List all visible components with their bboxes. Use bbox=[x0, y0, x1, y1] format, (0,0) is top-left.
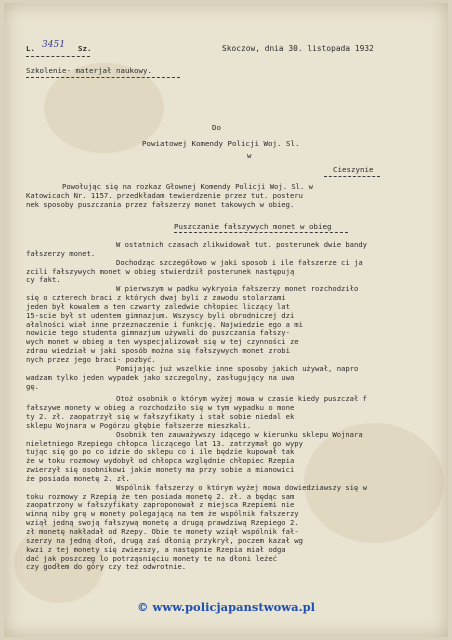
body-line: W pierwszym w padku wykryoia fałszerzy monet rozchodziło bbox=[116, 284, 359, 294]
body-line: wadzam tylko jeden wypadek jako szczegolny, zasługujący na uwa bbox=[26, 372, 295, 382]
body-line: że posiada monetę 2. zł. bbox=[26, 473, 130, 483]
body-line: fałszywe monety w obieg a rozchodziło się w tym wypadku o mone bbox=[26, 403, 295, 413]
body-line: Wspólnik fałszerzy o którym wyżej mowa dowiedziawszy się w bbox=[116, 482, 367, 492]
body-line: zaopatrzony w fałszyfikaty zaproponował z miejsca Rzepiemi nie bbox=[26, 500, 295, 510]
body-line: nych przez jego braci- pozbyć. bbox=[26, 354, 156, 364]
intro-line: Powołując się na rozkaz Głownej Komendy Policji Woj. Sl. w bbox=[62, 182, 313, 191]
body-line: zdrau wiedział w jaki sposób można się fałszywych monet zrobi bbox=[26, 346, 290, 356]
reference-suffix: Sz. bbox=[78, 44, 92, 53]
body-line: wych monet w obieg a ten wyspecjalizował się w tej czynności ze bbox=[26, 337, 299, 347]
addressee-w: w bbox=[247, 151, 252, 160]
body-line: tując się go po co idzie do sklepu co i ile będzie kupował tak bbox=[26, 447, 295, 457]
section-title: Puszczanie fałszywych monet w obieg bbox=[174, 222, 332, 231]
intro-line: Katowicach Nr. 1157. przedkładam tewierdzenie przez tut. posteru bbox=[26, 190, 303, 200]
subject-underline bbox=[26, 77, 180, 78]
body-line: Pomijając już wszelkie inne sposoby jakich używał, napro bbox=[116, 363, 359, 373]
section-title-underline bbox=[174, 232, 348, 233]
body-line: Dochodząc szczegółowo w jaki sposob i ile fałszerze ci ja bbox=[116, 257, 363, 267]
body-line: jeden był kowalem a ten czwarty zaledwie chłopiec liczący lat bbox=[26, 301, 290, 311]
body-line: Osobnik ten zauważywszy idącego w kierunku sklepu Wojnara bbox=[116, 429, 363, 439]
city-underline bbox=[324, 176, 380, 177]
body-line: się o czterech braci z których dwaj byli z zawodu stolarzami bbox=[26, 293, 286, 303]
body-line: sklepu Wojnara w Pogórzu głębie fałszerze mieszkali. bbox=[26, 420, 252, 430]
body-line: wziął jedną swoją fałszywą monetę a drugą prawdziwą Rzepiego 2. bbox=[26, 518, 299, 528]
reference-number-handwritten: 3451 bbox=[42, 40, 66, 50]
site-watermark: © www.policjapanstwowa.pl bbox=[136, 600, 316, 614]
paragraph-3 bbox=[26, 365, 436, 392]
reference-prefix: L. bbox=[26, 44, 35, 53]
body-line: dać jak poszczeg lo potrząsnięciu monety te na dłoni leżeć bbox=[26, 553, 277, 563]
body-line: cy fakt. bbox=[26, 275, 61, 285]
body-line: fałszerzy monet. bbox=[26, 248, 96, 258]
body-line: szerzy na jedną dłoń, drugą zaś dłonią przykrył, poczem kazał wg bbox=[26, 535, 303, 545]
body-line: zcili fałszywych monet w obieg stwierdził posterunek następują bbox=[26, 266, 295, 276]
reference-underline bbox=[26, 56, 90, 57]
body-line: zł monetę nakładał od Rzepy. Obie te monety wziął wspólnik fał- bbox=[26, 527, 299, 536]
paragraph-1 bbox=[26, 241, 436, 285]
body-line: 15-scie był st udentem gimnazjum. Wszyscy byli obrodniczej dzi bbox=[26, 310, 295, 320]
body-line: ty 2. zł. zaopatrzył się w fałszyfikaty i stał sobie niedal ek bbox=[26, 412, 295, 422]
body-line: czy godłem do góry czy też odwrotnie. bbox=[26, 562, 187, 572]
paragraph-6 bbox=[26, 484, 436, 572]
subject-line: Szkolenie- materjał naukowy. bbox=[26, 66, 152, 75]
body-line: kwzi z tej monety się zwiezszy, a następnie Rzepia miał odga bbox=[26, 544, 286, 554]
body-line: Otoż osobnik o którym wyżej mowa w czasie kiedy puszczał f bbox=[116, 394, 367, 404]
body-line: że w toku rozmowy wydobył od chłopca względnie chłopiec Rzepia bbox=[26, 456, 295, 466]
body-line: ałalności wiał inne przeznaczenie i funkcję. Najwiedzie ego a mi bbox=[26, 319, 303, 329]
intro-paragraph bbox=[26, 183, 436, 210]
body-line: W ostatnich czasach zlikwidował tut. posterunek dwie bandy bbox=[116, 240, 367, 249]
paragraph-5 bbox=[26, 431, 436, 484]
intro-line: nek sposoby puszczania przez fałszerzy monet takowych w obieg. bbox=[26, 199, 295, 209]
body-line: nieletniego Rzepiego chłopca liczącego lat 13. zatrzymał go wypy bbox=[26, 438, 303, 448]
body-line: winną niby grę w monety polegającą na tem że wspólnik fałszerzy bbox=[26, 509, 299, 519]
body-line: gę. bbox=[26, 381, 39, 391]
body-text bbox=[26, 241, 436, 572]
paragraph-4 bbox=[26, 395, 436, 430]
place-and-date: Skoczow, dnia 30. listopada 1932 bbox=[222, 44, 374, 53]
addressee-to: Do bbox=[212, 123, 221, 132]
paragraph-2 bbox=[26, 285, 436, 365]
body-line: toku rozmowy z Rzepią że ten posiada monetę 2. zł. a będąc sam bbox=[26, 491, 295, 501]
addressee-office: Powiatowej Komendy Policji Woj. Sl. bbox=[142, 139, 300, 148]
addressee-city: Cieszynie bbox=[333, 165, 374, 174]
body-line: zwierzył się osobnikowi jakie monety ma przy sobie a mianowici bbox=[26, 465, 295, 475]
body-line: nowicie tego studenta gimnazjum używali do puszczania fałszy- bbox=[26, 328, 290, 338]
